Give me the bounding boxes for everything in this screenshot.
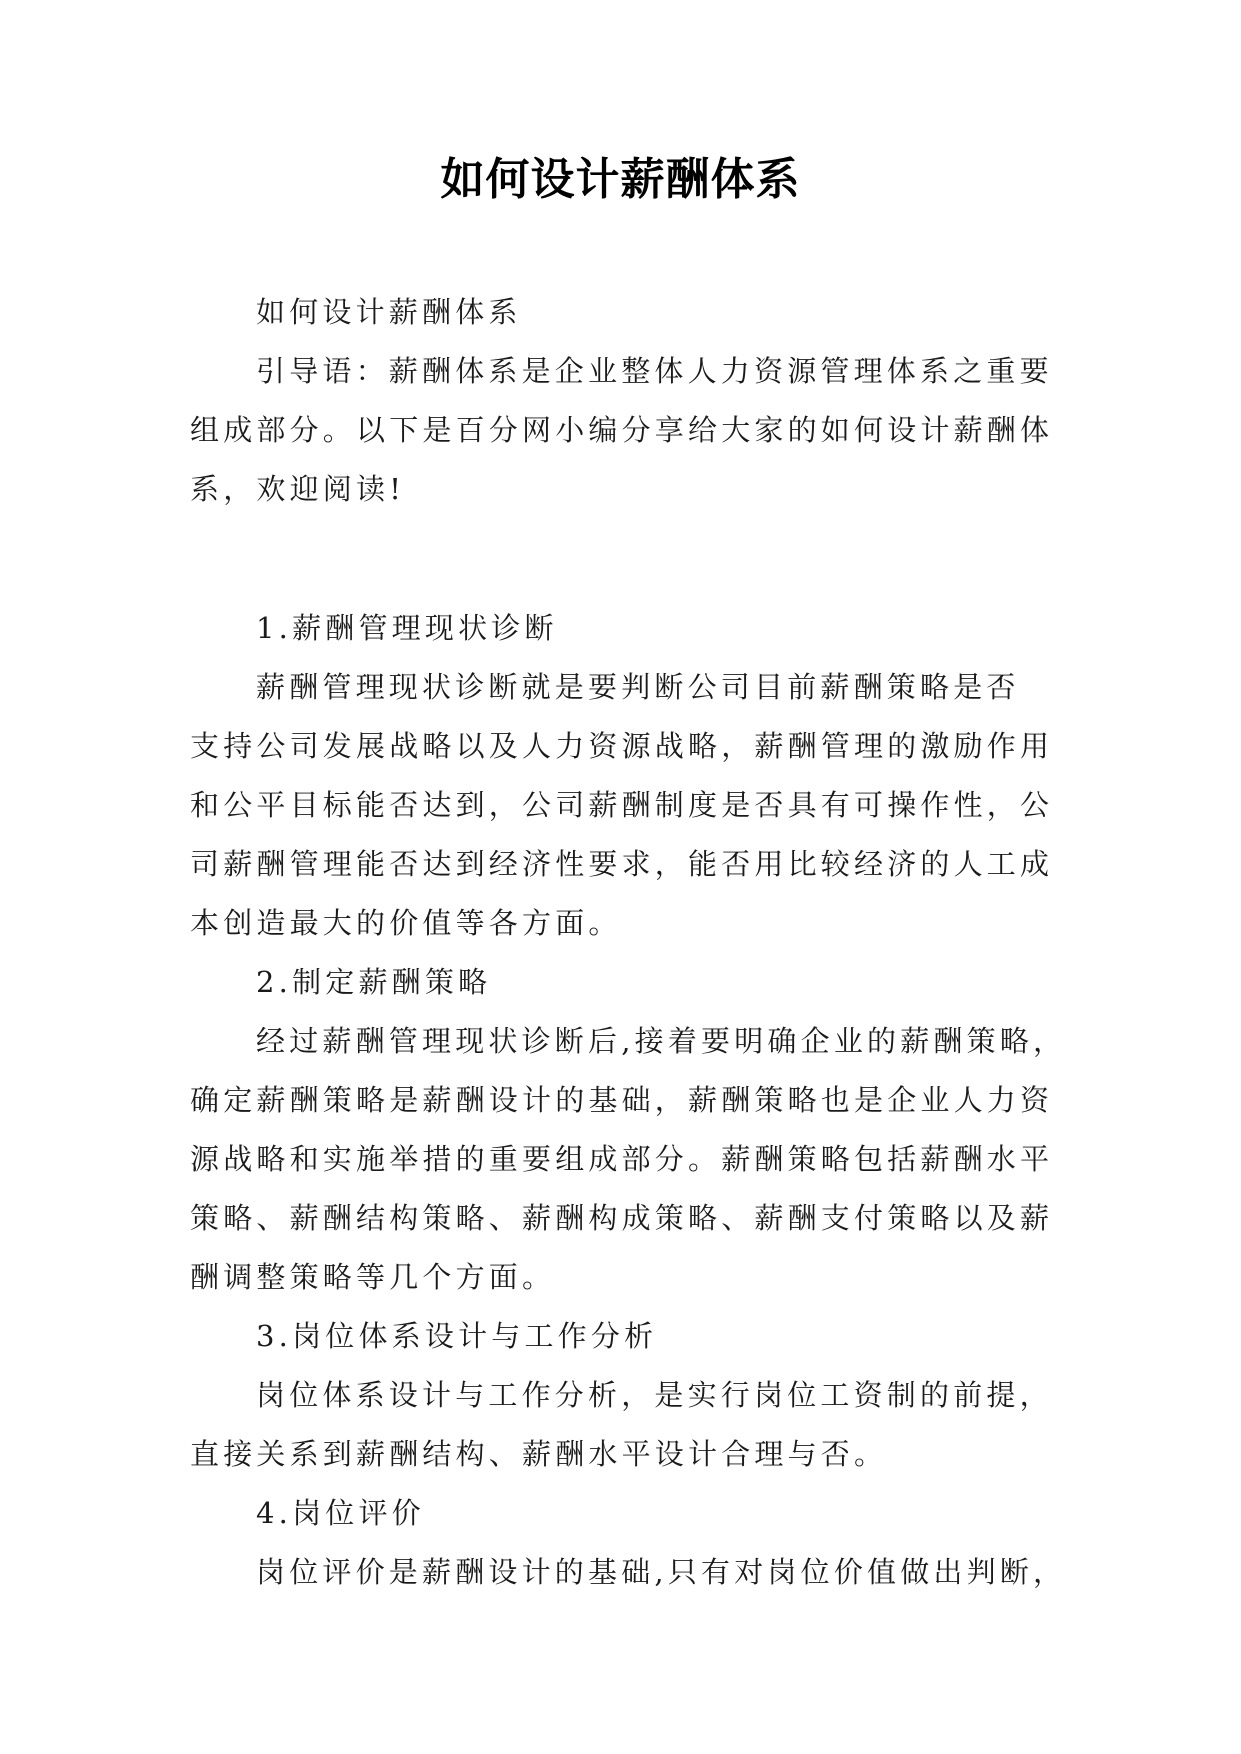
section-heading: 4.岗位评价 <box>256 1496 425 1530</box>
intro-line: 组成部分。以下是百分网小编分享给大家的如何设计薪酬体 <box>190 413 1054 447</box>
body-line: 司薪酬管理能否达到经济性要求，能否用比较经济的人工成 <box>190 847 1054 881</box>
paragraph-subtitle: 如何设计薪酬体系 <box>256 295 522 329</box>
body-line: 岗位体系设计与工作分析，是实行岗位工资制的前提， <box>256 1378 1053 1412</box>
body-line: 岗位评价是薪酬设计的基础,只有对岗位价值做出判断， <box>256 1555 1067 1589</box>
document-title: 如何设计薪酬体系 <box>440 154 801 205</box>
document-body <box>190 283 1067 1602</box>
body-line: 经过薪酬管理现状诊断后,接着要明确企业的薪酬策略， <box>256 1024 1067 1058</box>
section-heading: 2.制定薪酬策略 <box>256 965 492 999</box>
body-line: 支持公司发展战略以及人力资源战略，薪酬管理的激励作用 <box>190 729 1054 763</box>
intro-line: 系，欢迎阅读! <box>190 472 406 506</box>
body-line: 源战略和实施举措的重要组成部分。薪酬策略包括薪酬水平 <box>190 1142 1054 1176</box>
body-line: 酬调整策略等几个方面。 <box>190 1260 556 1294</box>
paragraph-gap <box>190 519 1055 599</box>
body-line: 本创造最大的价值等各方面。 <box>190 906 622 940</box>
section-heading: 1.薪酬管理现状诊断 <box>256 611 558 645</box>
body-line: 策略、薪酬结构策略、薪酬构成策略、薪酬支付策略以及薪 <box>190 1201 1054 1235</box>
body-line: 确定薪酬策略是薪酬设计的基础，薪酬策略也是企业人力资 <box>190 1083 1054 1117</box>
body-line: 直接关系到薪酬结构、薪酬水平设计合理与否。 <box>190 1437 888 1471</box>
body-line: 和公平目标能否达到，公司薪酬制度是否具有可操作性，公 <box>190 788 1054 822</box>
intro-line: 引导语：薪酬体系是企业整体人力资源管理体系之重要 <box>256 354 1053 388</box>
body-line: 薪酬管理现状诊断就是要判断公司目前薪酬策略是否 <box>256 670 1020 704</box>
section-heading: 3.岗位体系设计与工作分析 <box>256 1319 658 1353</box>
